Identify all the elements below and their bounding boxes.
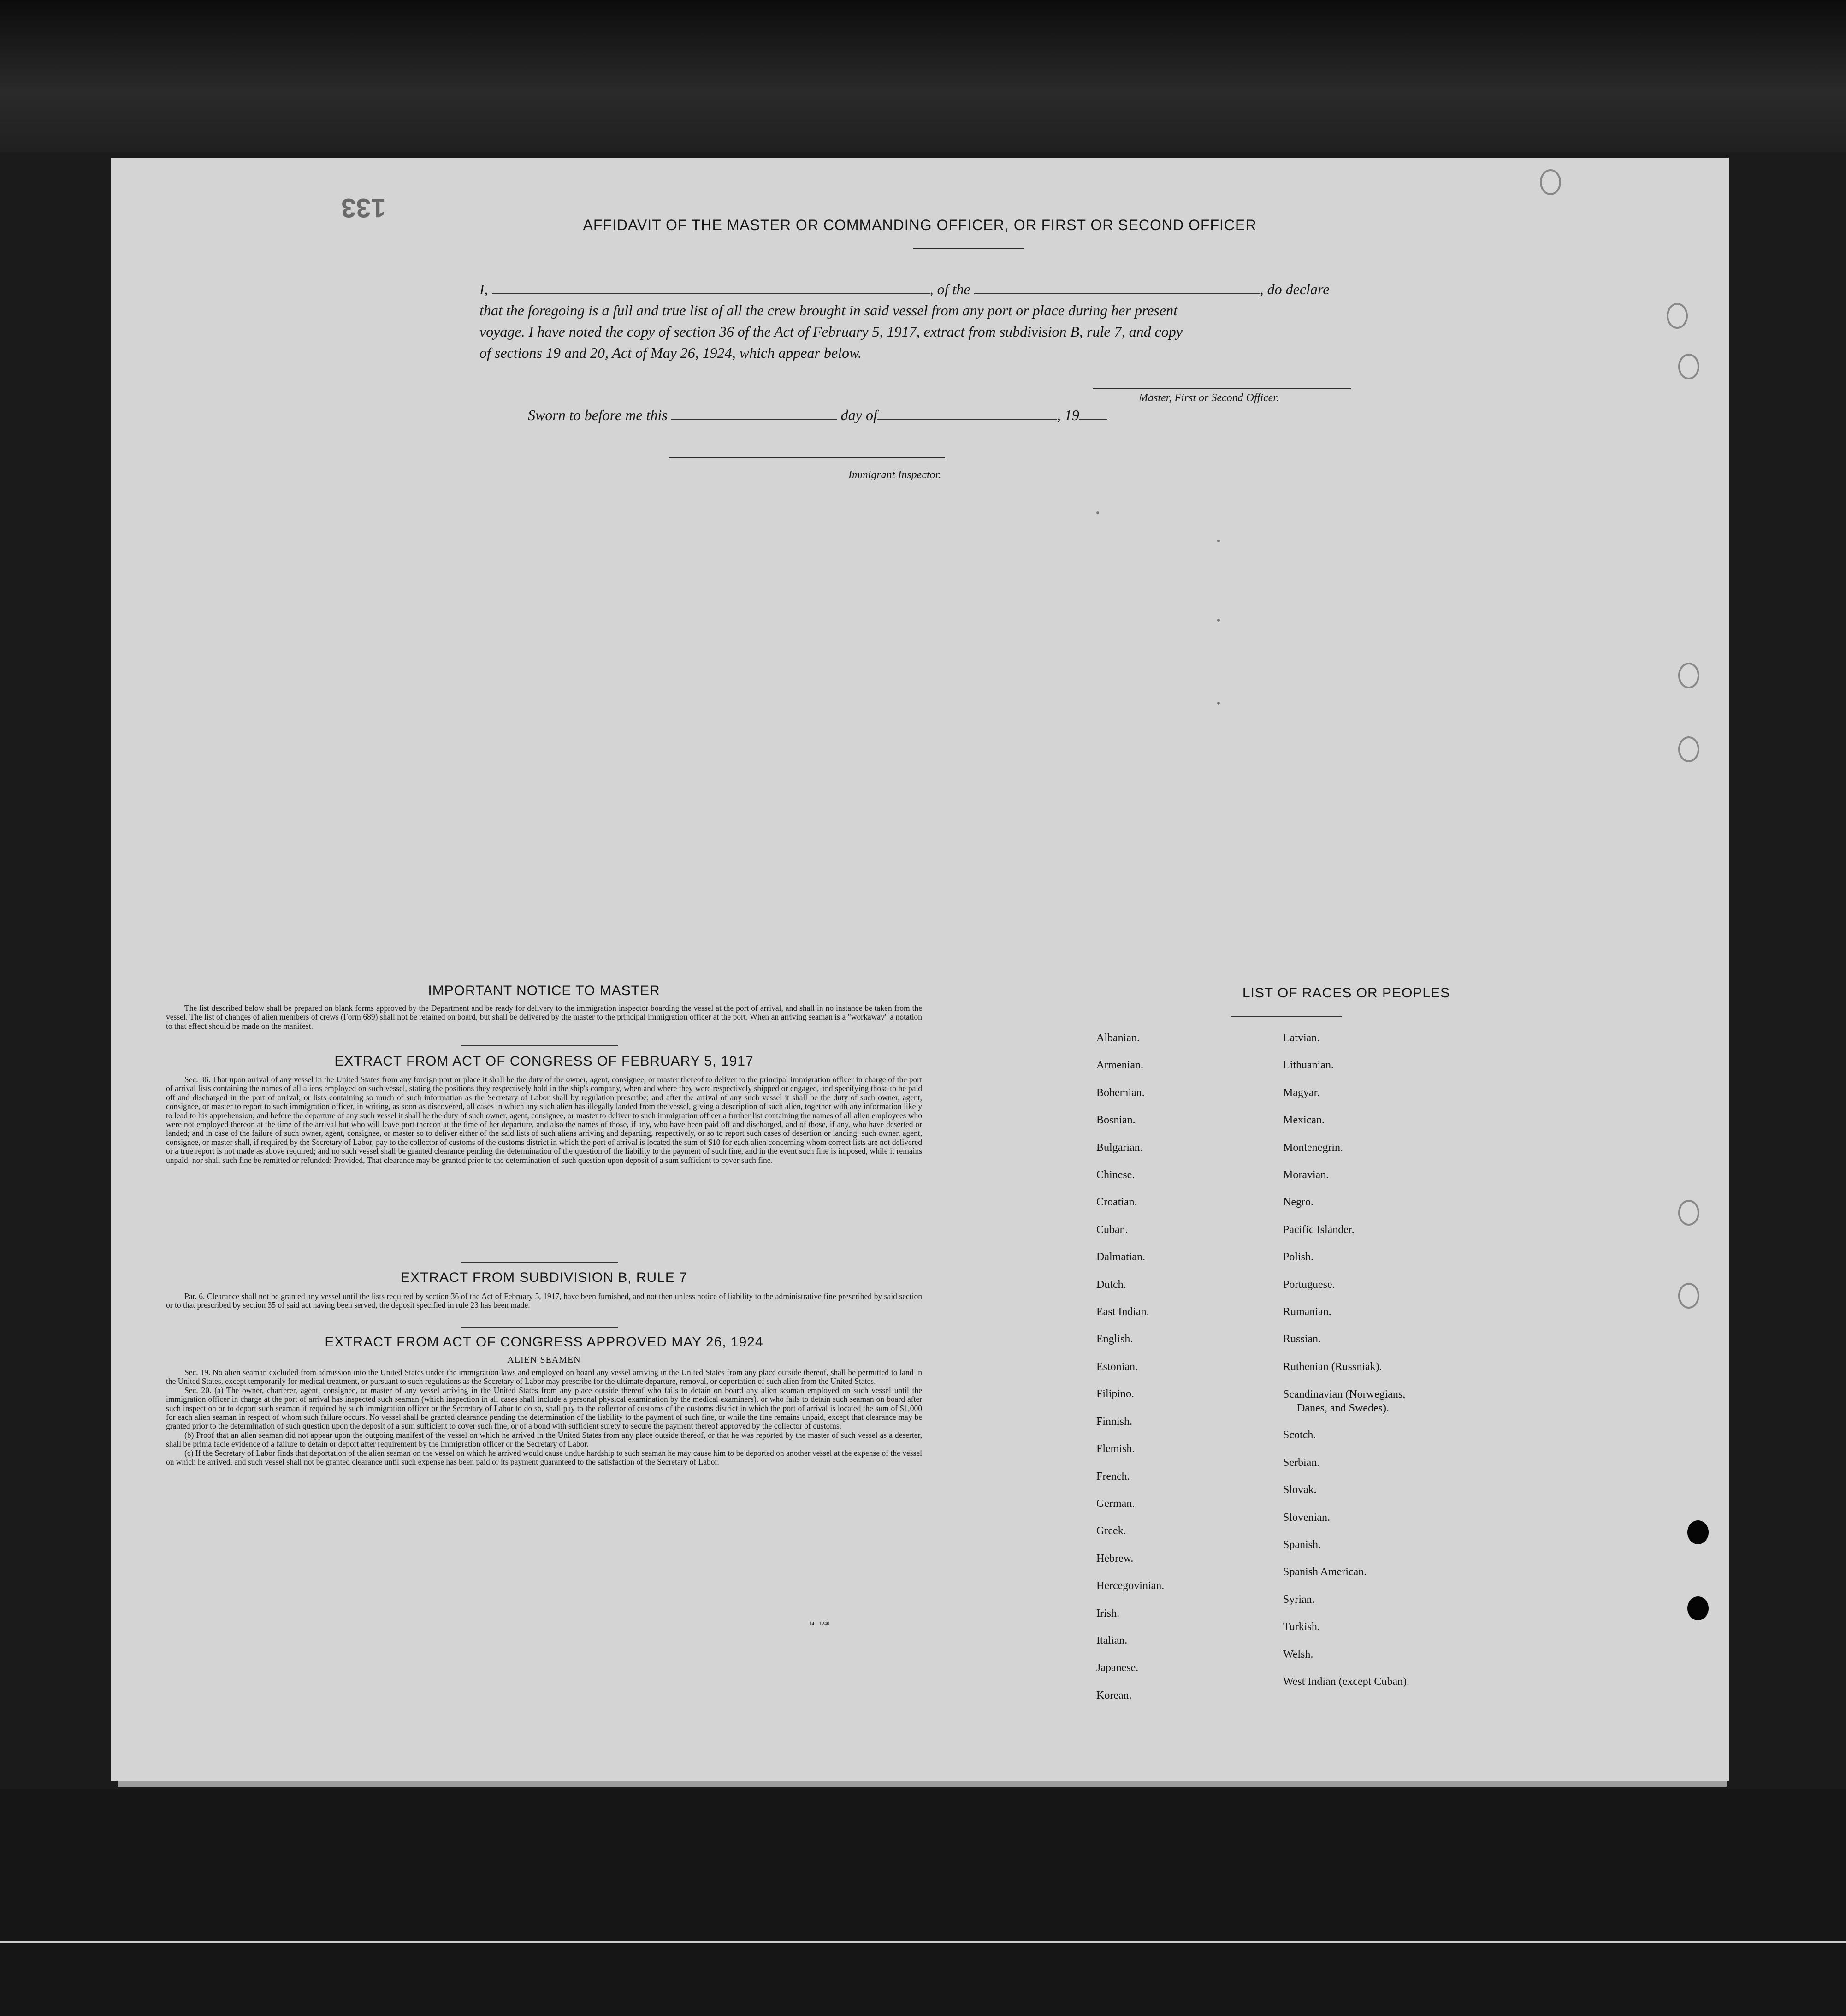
race-item: Filipino. <box>1096 1388 1135 1400</box>
race-item: Greek. <box>1096 1525 1126 1537</box>
race-item: Bosnian. <box>1096 1114 1136 1127</box>
race-item: Estonian. <box>1096 1360 1138 1373</box>
race-item: Hercegovinian. <box>1096 1580 1165 1592</box>
affidavit-line-4: of sections 19 and 20, Act of May 26, 1924, which appear below. <box>479 344 862 361</box>
race-item: Korean. <box>1096 1689 1132 1702</box>
race-item: Welsh. <box>1283 1648 1314 1660</box>
race-item: Bulgarian. <box>1096 1141 1143 1154</box>
inspector-caption: Immigrant Inspector. <box>848 469 941 481</box>
section-20c-paragraph: (c) If the Secretary of Labor finds that deportation of the alien seaman on the vessel on which he arrived would cause undue hardship to such seaman he may cause him to be deported on another vessel at the expense of the vessel on which he arrived, and such vessel shall not be granted clearance until such expense has been paid or its payment guaranteed to the satisfaction of the Secretary of Labor. <box>166 1448 922 1467</box>
name-blank[interactable] <box>492 280 930 294</box>
bleed-dot <box>1217 540 1220 542</box>
section-divider <box>461 1045 618 1046</box>
binder-hole <box>1678 1200 1699 1226</box>
race-item: Lithuanian. <box>1283 1059 1334 1072</box>
scan-background-bottom <box>0 1789 1846 2016</box>
notice-paragraph: The list described below shall be prepared on blank forms approved by the Department and be ready for delivery to the immigration inspector boarding the vessel at the port of arrival, and shall in no instance be taken from the vessel. The list of changes of alien members of crews (Form 689) shall not be retained on board, but shall be delivered by the master to the principal immigration officer at the port. When an arriving seaman is a "workaway" a notation to that effect should be made on the manifest. <box>166 1003 922 1031</box>
race-item: Irish. <box>1096 1607 1119 1619</box>
manifest-page <box>111 158 1729 1781</box>
year-prefix: , 19 <box>1057 407 1079 423</box>
race-item: Dalmatian. <box>1096 1251 1145 1263</box>
binder-hole <box>1678 354 1699 379</box>
section-divider <box>461 1262 618 1263</box>
race-item: Russian. <box>1283 1333 1321 1346</box>
race-item: Hebrew. <box>1096 1552 1134 1565</box>
affidavit-title: AFFIDAVIT OF THE MASTER OR COMMANDING OFFICER, OR FIRST OR SECOND OFFICER <box>583 217 1257 233</box>
race-item: Scandinavian (Norwegians, <box>1283 1388 1406 1401</box>
race-item: Finnish. <box>1096 1415 1133 1428</box>
notice-text <box>166 1004 922 1031</box>
race-item: German. <box>1096 1497 1135 1510</box>
race-item: Spanish. <box>1283 1538 1321 1551</box>
race-item: Italian. <box>1096 1634 1128 1647</box>
race-item: Portuguese. <box>1283 1278 1335 1291</box>
races-left-column <box>1096 1025 1164 1709</box>
alien-seamen-subtitle: ALIEN SEAMEN <box>507 1355 581 1365</box>
races-right-column <box>1283 1025 1409 1696</box>
race-item: Syrian. <box>1283 1593 1315 1606</box>
bleed-dot <box>1096 511 1099 514</box>
race-item: French. <box>1096 1470 1130 1482</box>
year-blank[interactable] <box>1079 407 1107 420</box>
race-item: Serbian. <box>1283 1456 1320 1469</box>
race-item: Danes, and Swedes). <box>1297 1402 1389 1415</box>
affidavit-do-declare: , do declare <box>1260 281 1330 297</box>
race-item: Flemish. <box>1096 1443 1135 1455</box>
race-item: Moravian. <box>1283 1169 1329 1181</box>
binder-hole <box>1667 303 1688 329</box>
race-item: Cuban. <box>1096 1223 1128 1236</box>
sworn-text: Sworn to before me this <box>528 407 668 423</box>
section-36-paragraph: Sec. 36. That upon arrival of any vessel in the United States from any foreign port or place it shall be the duty of the owner, agent, consignee, or master thereof to deliver to the principal immigration officer in charge of the port of arrival lists containing the names of all aliens employed on such vessel, stating the positions they respectively hold in the ship's company, when and where they were respectively shipped or engaged, and specifying those to be paid off and discharged in the port of arrival; or lists containing so much of such information as the Secretary of Labor shall by regulation prescribe; and after the arrival of any such vessel it shall be the duty of such owner, agent, consignee, or master to report to such immigration officer, in writing, as soon as discovered, all cases in which any such alien has illegally landed from the vessel, giving a description of such alien, together with any information likely to lead to his apprehension; and before the departure of any such vessel it shall be the duty of such owner, agent, consignee, or master to deliver to such immigration officer a further list containing the names of all alien employees who were not employed thereon at the time of the arrival but who will leave port thereon at the time of her departure, and also the names of those, if any, who have been paid off and discharged, and of those, if any, who have deserted or landed; and in case of the failure of such owner, agent, consignee, or master so to deliver either of the said lists of such aliens arriving and departing, respectively, or so to report such cases of desertion or landing, such owner, agent, consignee, or master shall, if required by the Secretary of Labor, pay to the collector of customs of the customs district in which the port of arrival is located the sum of $10 for each alien concerning whom correct lists are not delivered or a true report is not made as above required; and no such vessel shall be granted clearance pending the determination of the question of the liability to the payment of such fine, and in the event such fine is imposed, while it remains unpaid; nor shall such fine be remitted or refunded: Provided, That clearance may be granted prior to the determination of such question upon deposit of a sum sufficient to cover such fine. <box>166 1075 922 1165</box>
day-blank[interactable] <box>671 407 837 420</box>
affidavit-of-the: , of the <box>929 281 970 297</box>
section-20a-paragraph: Sec. 20. (a) The owner, charterer, agent, consignee, or master of any vessel arriving in the United States from any place outside thereof who fails to detain on board any alien seaman employed on such vessel until the immigration officer in charge at the port of arrival has inspected such seaman (which inspection in all cases shall include a personal physical examination by the medical examiners), or who fails to detain such seaman on board after such inspection or to deport such seaman if required by such immigration officer or the Secretary of Labor to do so, shall pay to the collector of customs of the customs district in which the port of arrival is located the sum of $1,000 for each alien seaman in respect of whom such failure occurs. No vessel shall be granted clearance pending the determination of the liability to the payment of such fine, or while the fine remains unpaid, except that clearance may be granted prior to the determination of such question upon the deposit of a sum sufficient to cover such fine, or of a bond with sufficient surety to secure the payment thereof approved by the collector of customs. <box>166 1385 922 1431</box>
race-item: Pacific Islander. <box>1283 1223 1355 1236</box>
month-blank[interactable] <box>877 407 1057 420</box>
extract-1917-title: EXTRACT FROM ACT OF CONGRESS OF FEBRUARY 5, 1917 <box>334 1054 754 1069</box>
vessel-blank[interactable] <box>974 280 1260 294</box>
par-6-paragraph: Par. 6. Clearance shall not be granted any vessel until the lists required by section 36 of the Act of February 5, 1917, have been furnished, and not then unless notice of liability to the administrative fine prescribed by said section or to that prescribed by section 35 of said act having been served, the deposit specified in rule 23 has been made. <box>166 1292 922 1310</box>
race-item: Slovenian. <box>1283 1511 1330 1524</box>
extract-1924-title: EXTRACT FROM ACT OF CONGRESS APPROVED MAY 26, 1924 <box>325 1334 763 1350</box>
bleed-dot <box>1217 619 1220 622</box>
race-item: Ruthenian (Russniak). <box>1283 1360 1382 1373</box>
race-item: West Indian (except Cuban). <box>1283 1675 1409 1688</box>
race-item: Bohemian. <box>1096 1086 1145 1099</box>
affidavit-line-2: that the foregoing is a full and true list of all the crew brought in said vessel from any port or place during her present <box>479 302 1177 319</box>
binder-hole <box>1678 736 1699 762</box>
race-item: Croatian. <box>1096 1196 1137 1209</box>
race-item: Scotch. <box>1283 1429 1316 1441</box>
binder-hole <box>1678 663 1699 688</box>
form-number: 14—1240 <box>809 1621 829 1626</box>
race-item: Armenian. <box>1096 1059 1143 1072</box>
page-stamp-number: 133 <box>341 193 386 223</box>
race-item: Albanian. <box>1096 1032 1140 1044</box>
binder-hole <box>1540 169 1561 195</box>
extract-1917-text <box>166 1075 922 1165</box>
section-divider <box>461 1327 618 1328</box>
race-item: Slovak. <box>1283 1484 1317 1496</box>
scan-background-top <box>0 0 1846 152</box>
race-item: Polish. <box>1283 1251 1314 1263</box>
subdivision-text <box>166 1292 922 1310</box>
scan-edge-line <box>0 1941 1846 1943</box>
race-item: Dutch. <box>1096 1278 1126 1291</box>
affidavit-i: I, <box>479 281 488 297</box>
binder-hole-punched <box>1687 1596 1709 1620</box>
title-underline <box>913 248 1024 249</box>
race-item: Latvian. <box>1283 1032 1320 1044</box>
race-item: Spanish American. <box>1283 1566 1367 1578</box>
race-item: Magyar. <box>1283 1086 1320 1099</box>
affidavit-line-3: voyage. I have noted the copy of section 36 of the Act of February 5, 1917, extract from subdivision B, rule 7, and copy <box>479 323 1183 340</box>
race-item: Rumanian. <box>1283 1306 1331 1318</box>
race-item: East Indian. <box>1096 1306 1149 1318</box>
race-item: Turkish. <box>1283 1621 1320 1633</box>
signature-line[interactable] <box>1093 388 1351 389</box>
race-item: Montenegrin. <box>1283 1141 1343 1154</box>
races-title-underline <box>1231 1016 1342 1017</box>
section-20b-paragraph: (b) Proof that an alien seaman did not appear upon the outgoing manifest of the vessel on which he arrived in the United States from any place outside thereof, or that he was reported by the master of such vessel as a deserter, shall be prima facie evidence of a failure to detain or deport after requirement by the immigration officer or the Secretary of Labor. <box>166 1430 922 1449</box>
race-item: Negro. <box>1283 1196 1314 1209</box>
extract-1924-text <box>166 1368 922 1466</box>
sworn-line <box>528 407 1107 424</box>
race-item: Mexican. <box>1283 1114 1325 1127</box>
race-item: English. <box>1096 1333 1133 1346</box>
race-item: Japanese. <box>1096 1662 1139 1674</box>
affidavit-line-1 <box>479 279 1503 300</box>
notice-title: IMPORTANT NOTICE TO MASTER <box>428 983 660 998</box>
day-of-text: day of <box>840 407 877 423</box>
race-item: Chinese. <box>1096 1169 1135 1181</box>
bleed-dot <box>1217 702 1220 705</box>
subdivision-title: EXTRACT FROM SUBDIVISION B, RULE 7 <box>401 1270 687 1285</box>
races-title: LIST OF RACES OR PEOPLES <box>1242 985 1450 1001</box>
binder-hole <box>1678 1283 1699 1309</box>
section-19-paragraph: Sec. 19. No alien seaman excluded from admission into the United States under the immigration laws and employed on board any vessel arriving in the United States from any place outside thereof, shall be permitted to land in the United States, except temporarily for medical treatment, or pursuant to such regulations as the Secretary of Labor may prescribe for the ultimate departure, removal, or deportation of such alien from the United States. <box>166 1368 922 1386</box>
binder-hole-punched <box>1687 1520 1709 1544</box>
signature-caption: Master, First or Second Officer. <box>1139 392 1279 404</box>
inspector-signature-line[interactable] <box>669 457 945 458</box>
